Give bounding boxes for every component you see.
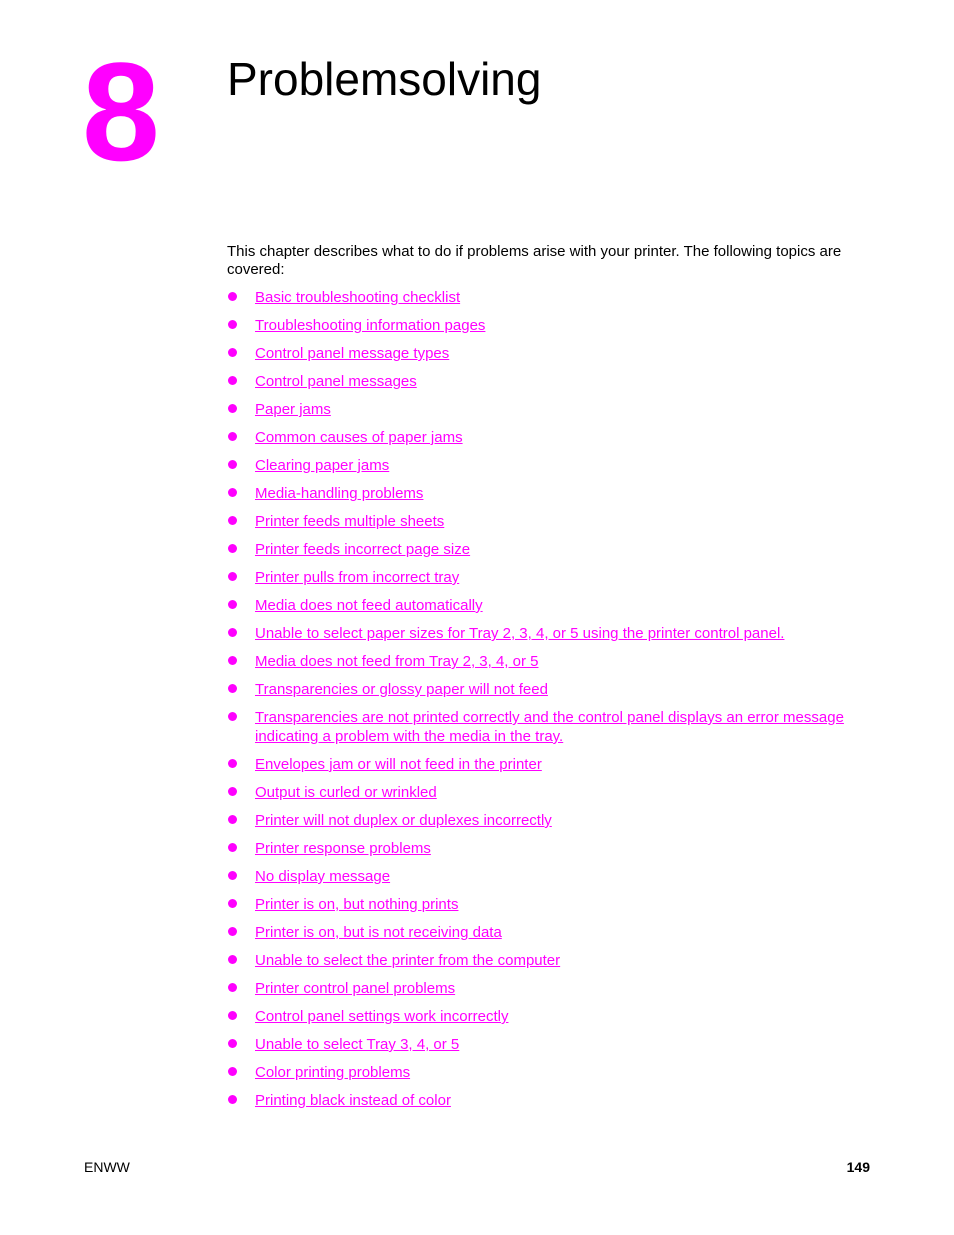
topic-link[interactable]: Transparencies or glossy paper will not feed xyxy=(255,681,548,698)
topic-link[interactable]: Basic troubleshooting checklist xyxy=(255,289,461,306)
bullet-icon xyxy=(228,572,237,581)
list-item xyxy=(227,344,847,363)
bullet-icon xyxy=(228,684,237,693)
list-item xyxy=(227,372,847,391)
topic-link[interactable]: Unable to select the printer from the computer xyxy=(255,952,561,969)
list-item xyxy=(227,1091,847,1110)
bullet-icon xyxy=(228,1039,237,1048)
bullet-icon xyxy=(228,759,237,768)
topic-link[interactable]: Printer feeds incorrect page size xyxy=(255,541,471,558)
topic-link[interactable]: Troubleshooting information pages xyxy=(255,317,486,334)
bullet-icon xyxy=(228,460,237,469)
topic-link[interactable]: Envelopes jam or will not feed in the printer xyxy=(255,756,542,773)
topic-link[interactable]: Unable to select Tray 3, 4, or 5 xyxy=(255,1036,460,1053)
list-item xyxy=(227,1063,847,1082)
list-item xyxy=(227,428,847,447)
list-item xyxy=(227,1035,847,1054)
list-item xyxy=(227,783,847,802)
list-item xyxy=(227,484,847,503)
topic-link[interactable]: Transparencies are not printed correctly and the control panel displays an error message indicating a problem with the media in the tray. xyxy=(255,709,844,745)
topic-link[interactable]: Printing black instead of color xyxy=(255,1092,451,1109)
topic-list xyxy=(227,288,847,1119)
bullet-icon xyxy=(228,899,237,908)
list-item xyxy=(227,456,847,475)
topic-link[interactable]: Control panel message types xyxy=(255,345,450,362)
list-item xyxy=(227,811,847,830)
page-number: 149 xyxy=(846,1159,870,1175)
bullet-icon xyxy=(228,348,237,357)
topic-link[interactable]: No display message xyxy=(255,868,391,885)
topic-link[interactable]: Printer control panel problems xyxy=(255,980,456,997)
topic-link[interactable]: Unable to select paper sizes for Tray 2, 3, 4, or 5 using the printer control panel. xyxy=(255,625,785,642)
topic-link[interactable]: Media does not feed from Tray 2, 3, 4, or 5 xyxy=(255,653,539,670)
bullet-icon xyxy=(228,927,237,936)
topic-link[interactable]: Printer will not duplex or duplexes incorrectly xyxy=(255,812,552,829)
bullet-icon xyxy=(228,1011,237,1020)
topic-link[interactable]: Common causes of paper jams xyxy=(255,429,463,446)
bullet-icon xyxy=(228,815,237,824)
list-item xyxy=(227,652,847,671)
topic-link[interactable]: Control panel messages xyxy=(255,373,417,390)
bullet-icon xyxy=(228,983,237,992)
bullet-icon xyxy=(228,600,237,609)
chapter-number: 8 xyxy=(82,33,160,190)
bullet-icon xyxy=(228,955,237,964)
intro-paragraph: This chapter describes what to do if problems arise with your printer. The following topics are covered: xyxy=(227,243,842,278)
bullet-icon xyxy=(228,787,237,796)
list-item xyxy=(227,596,847,615)
footer-label: ENWW xyxy=(84,1159,130,1175)
topic-link[interactable]: Printer response problems xyxy=(255,840,431,857)
list-item xyxy=(227,951,847,970)
topic-link[interactable]: Printer is on, but nothing prints xyxy=(255,896,459,913)
list-item xyxy=(227,708,847,746)
bullet-icon xyxy=(228,432,237,441)
bullet-icon xyxy=(228,404,237,413)
bullet-icon xyxy=(228,871,237,880)
list-item xyxy=(227,839,847,858)
bullet-icon xyxy=(228,516,237,525)
bullet-icon xyxy=(228,843,237,852)
list-item xyxy=(227,512,847,531)
list-item xyxy=(227,680,847,699)
list-item xyxy=(227,1007,847,1026)
bullet-icon xyxy=(228,712,237,721)
topic-link[interactable]: Printer is on, but is not receiving data xyxy=(255,924,502,941)
list-item xyxy=(227,755,847,774)
list-item xyxy=(227,316,847,335)
bullet-icon xyxy=(228,376,237,385)
topic-link[interactable]: Paper jams xyxy=(255,401,331,418)
topic-link[interactable]: Output is curled or wrinkled xyxy=(255,784,437,801)
bullet-icon xyxy=(228,320,237,329)
list-item xyxy=(227,624,847,643)
list-item xyxy=(227,979,847,998)
bullet-icon xyxy=(228,628,237,637)
list-item xyxy=(227,867,847,886)
bullet-icon xyxy=(228,656,237,665)
bullet-icon xyxy=(228,544,237,553)
list-item xyxy=(227,568,847,587)
topic-link[interactable]: Color printing problems xyxy=(255,1064,411,1081)
topic-link[interactable]: Media does not feed automatically xyxy=(255,597,483,614)
list-item xyxy=(227,923,847,942)
chapter-title: Problemsolving xyxy=(227,53,542,105)
topic-link[interactable]: Clearing paper jams xyxy=(255,457,390,474)
topic-link[interactable]: Printer pulls from incorrect tray xyxy=(255,569,460,586)
topic-link[interactable]: Control panel settings work incorrectly xyxy=(255,1008,509,1025)
list-item xyxy=(227,895,847,914)
bullet-icon xyxy=(228,1067,237,1076)
topic-link[interactable]: Media-handling problems xyxy=(255,485,424,502)
bullet-icon xyxy=(228,488,237,497)
list-item xyxy=(227,540,847,559)
list-item xyxy=(227,400,847,419)
bullet-icon xyxy=(228,292,237,301)
bullet-icon xyxy=(228,1095,237,1104)
list-item xyxy=(227,288,847,307)
topic-link[interactable]: Printer feeds multiple sheets xyxy=(255,513,445,530)
